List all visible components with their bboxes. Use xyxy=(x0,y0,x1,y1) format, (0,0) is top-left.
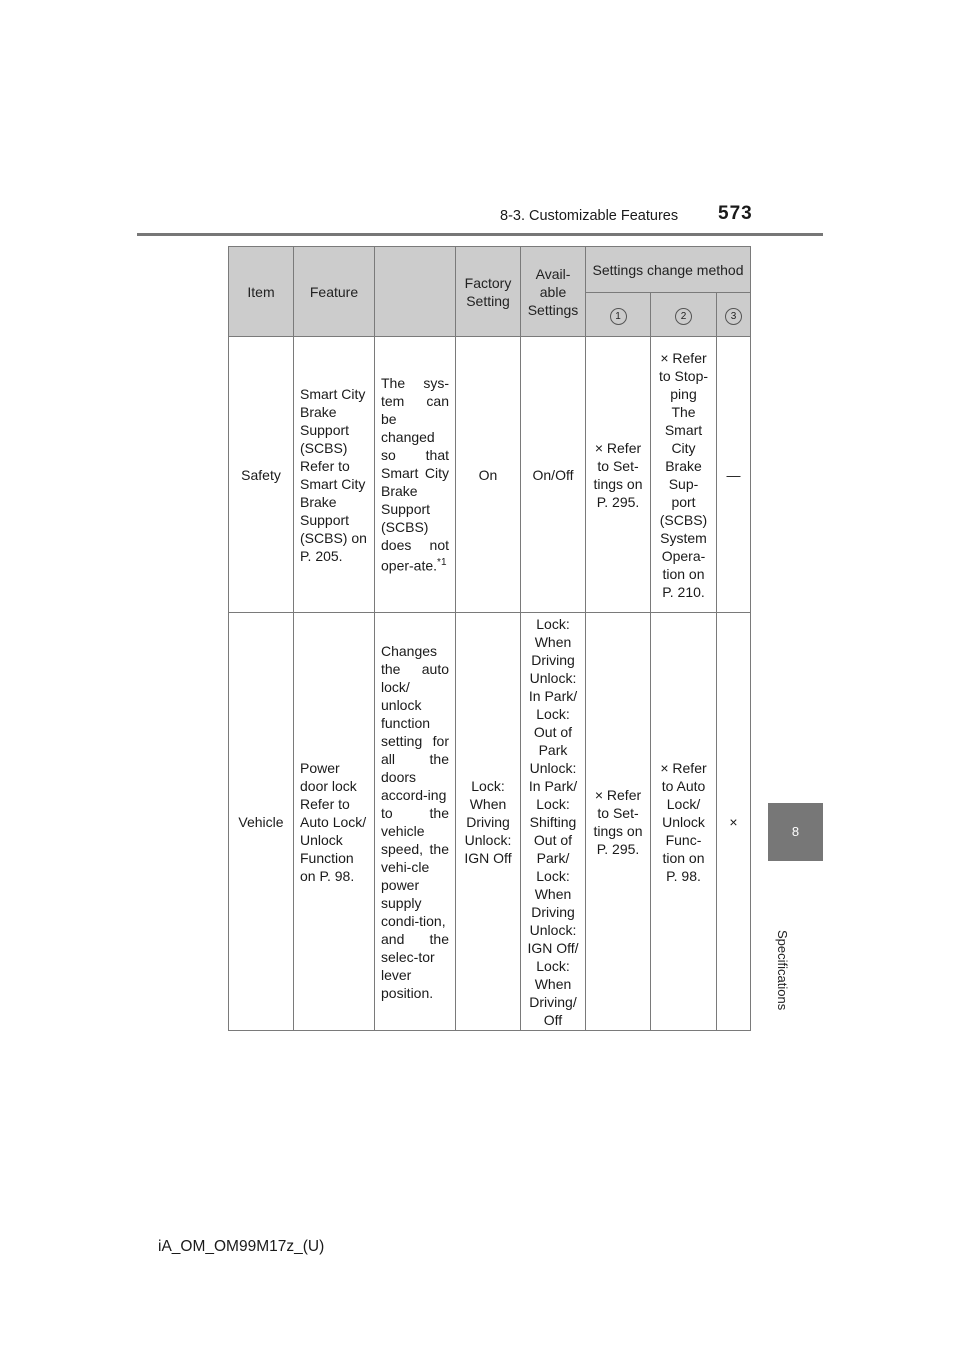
row-function-text: The sys-tem can be changed so that Smart City Brake Support (SCBS) does not oper-ate. xyxy=(381,375,449,574)
row-available-settings: Lock: When Driving Unlock: In Park/ Lock: Out of Park Unlock: In Park/ Lock: Shifting Out of Park/ Lock: When Driving Unlock: IGN Off/ Lock: When Driving/ Off xyxy=(521,613,586,1031)
header-factory-setting: Factory Setting xyxy=(456,247,521,337)
row-factory-setting: On xyxy=(456,337,521,613)
row-function: Changes the auto lock/ unlock function setting for all the doors accord-ing to the vehicle speed, the vehi-cle power supply condi-tion, and the selec-tor lever position. xyxy=(375,613,456,1031)
row-method-2: × Refer to Auto Lock/ Unlock Func-tion on P. 98. xyxy=(651,613,717,1031)
header-method-1 xyxy=(586,293,651,337)
row-available-settings: On/Off xyxy=(521,337,586,613)
method-3-icon: 3 xyxy=(725,308,742,325)
row-method-1: × Refer to Set-tings on P. 295. xyxy=(586,613,651,1031)
table-row xyxy=(229,337,751,613)
row-feature: Power door lock Refer to Auto Lock/ Unlock Function on P. 98. xyxy=(294,613,375,1031)
header-settings-change-method: Settings change method xyxy=(586,247,751,293)
section-title: 8-3. Customizable Features xyxy=(500,208,679,224)
header-available-settings: Avail-able Settings xyxy=(521,247,586,337)
header-divider xyxy=(137,233,823,236)
header-item: Item xyxy=(229,247,294,337)
header-function xyxy=(375,247,456,337)
note-marker: *1 xyxy=(437,557,447,569)
table-row xyxy=(229,613,751,1031)
row-item: Safety xyxy=(229,337,294,613)
row-factory-setting: Lock: When Driving Unlock: IGN Off xyxy=(456,613,521,1031)
page-number: 573 xyxy=(718,203,753,224)
row-method-1: × Refer to Set-tings on P. 295. xyxy=(586,337,651,613)
header-feature: Feature xyxy=(294,247,375,337)
row-item: Vehicle xyxy=(229,613,294,1031)
row-method-3: — xyxy=(717,337,751,613)
customizable-features-table xyxy=(228,246,751,1031)
header-method-2 xyxy=(651,293,717,337)
method-2-icon: 2 xyxy=(675,308,692,325)
header-method-3 xyxy=(717,293,751,337)
document-id: iA_OM_OM99M17z_(U) xyxy=(158,1238,325,1255)
chapter-tab[interactable]: 8 xyxy=(768,803,823,861)
row-feature: Smart City Brake Support (SCBS) Refer to Smart City Brake Support (SCBS) on P. 205. xyxy=(294,337,375,613)
chapter-label: Specifications xyxy=(775,930,790,1011)
row-method-3: × xyxy=(717,613,751,1031)
row-function xyxy=(375,337,456,613)
method-1-icon: 1 xyxy=(610,308,627,325)
row-method-2: × Refer to Stop-ping The Smart City Brake Sup-port (SCBS) System Opera-tion on P. 210. xyxy=(651,337,717,613)
